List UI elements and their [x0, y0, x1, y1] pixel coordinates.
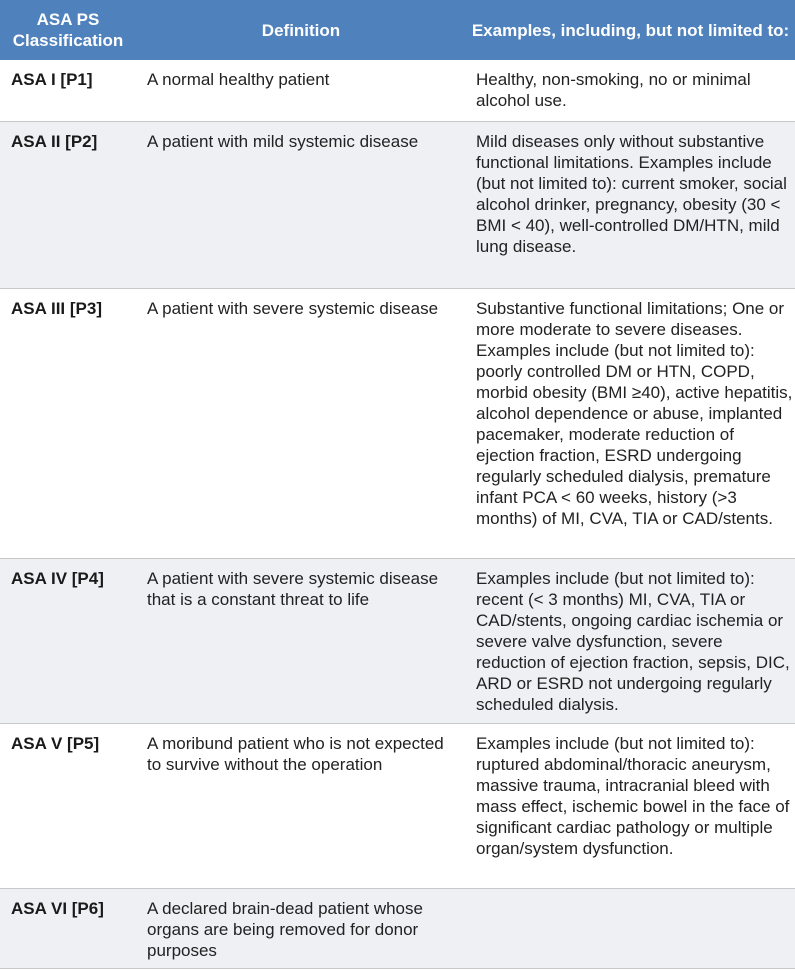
row-classification: ASA IV [P4] [0, 558, 136, 723]
row-definition: A patient with severe systemic disease that is a constant threat to life [136, 558, 466, 723]
table-row-asa-3 [0, 288, 795, 558]
row-classification: ASA VI [P6] [0, 888, 136, 968]
row-definition: A patient with severe systemic disease [136, 288, 466, 558]
header-row [0, 0, 795, 60]
table-body [0, 60, 795, 968]
row-examples: Mild diseases only without substantive functional limitations. Examples include (but not limited to): current smoker, social alcohol drinker, pregnancy, obesity (30 < BMI < 40), well-controlled DM/HTN, mild lung disease. [466, 121, 795, 288]
row-examples: Healthy, non-smoking, no or minimal alcohol use. [466, 60, 795, 121]
row-definition: A normal healthy patient [136, 60, 466, 121]
header-definition: Definition [136, 0, 466, 60]
row-classification: ASA I [P1] [0, 60, 136, 121]
row-definition: A declared brain-dead patient whose organs are being removed for donor purposes [136, 888, 466, 968]
row-examples [466, 888, 795, 968]
header-classification: ASA PS Classification [0, 0, 136, 60]
row-classification: ASA II [P2] [0, 121, 136, 288]
row-classification: ASA III [P3] [0, 288, 136, 558]
row-examples: Substantive functional limitations; One or more moderate to severe diseases. Examples include (but not limited to): poorly controlled DM or HTN, COPD, morbid obesity (BMI ≥40), active hepatitis, alcohol dependence or abuse, implanted pacemaker, moderate reduction of ejection fraction, ESRD undergoing regularly scheduled dialysis, premature infant PCA < 60 weeks, history (>3 months) of MI, CVA, TIA or CAD/stents. [466, 288, 795, 558]
row-definition: A moribund patient who is not expected to survive without the operation [136, 723, 466, 888]
header-examples: Examples, including, but not limited to: [466, 0, 795, 60]
table-header [0, 0, 795, 60]
row-examples: Examples include (but not limited to): ruptured abdominal/thoracic aneurysm, massive trauma, intracranial bleed with mass effect, ischemic bowel in the face of significant cardiac pathology or multiple organ/system dysfunction. [466, 723, 795, 888]
table-row-asa-5 [0, 723, 795, 888]
table-row-asa-2 [0, 121, 795, 288]
row-definition: A patient with mild systemic disease [136, 121, 466, 288]
row-classification: ASA V [P5] [0, 723, 136, 888]
row-examples: Examples include (but not limited to): recent (< 3 months) MI, CVA, TIA or CAD/stents, ongoing cardiac ischemia or severe valve dysfunction, severe reduction of ejection fraction, sepsis, DIC, ARD or ESRD not undergoing regularly scheduled dialysis. [466, 558, 795, 723]
table-row-asa-1 [0, 60, 795, 121]
table-row-asa-6 [0, 888, 795, 968]
table-row-asa-4 [0, 558, 795, 723]
